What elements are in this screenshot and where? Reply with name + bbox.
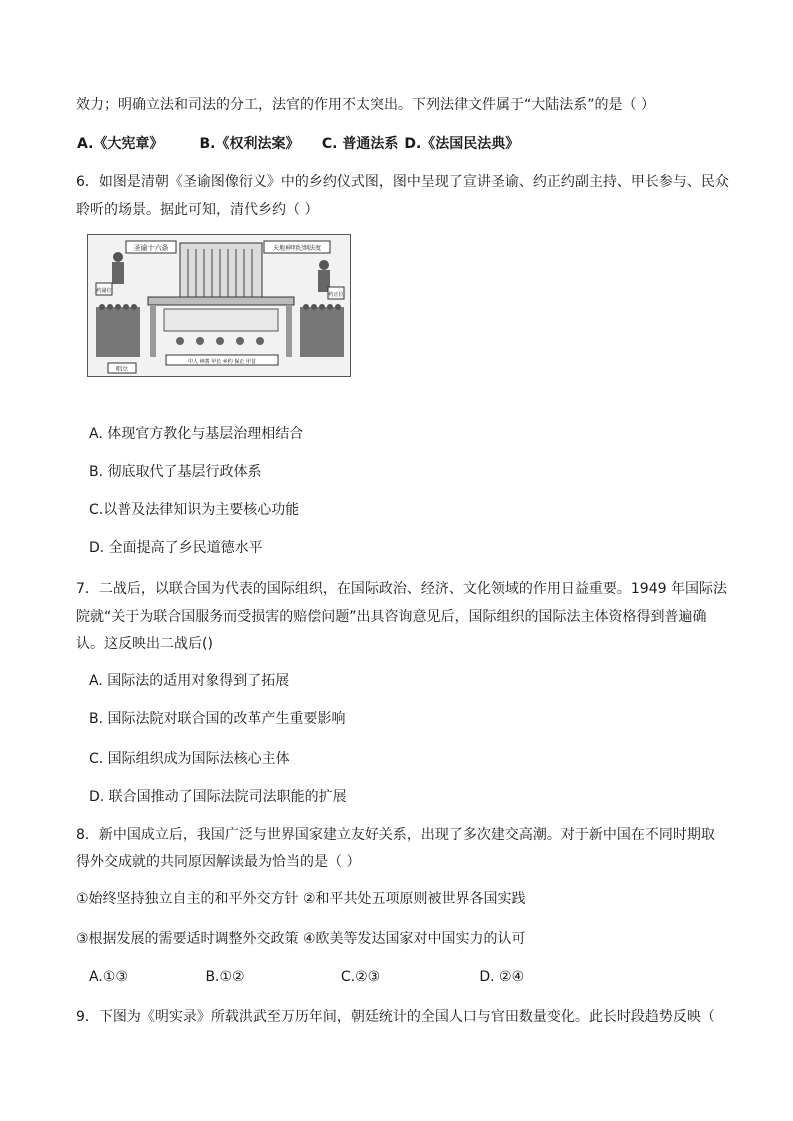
q8-option-b[interactable]: B.①②: [205, 969, 245, 985]
q8-option-a[interactable]: A.①③: [89, 969, 128, 985]
q5-text: 效力；明确立法和司法的分工，法官的作用不太突出。下列法律文件属于“大陆法系”的是（ ）: [76, 97, 655, 113]
q5-option-a[interactable]: A.《大宪章》: [77, 136, 164, 152]
q8-statement-3-4: ③根据发展的需要适时调整外交政策 ④欧美等发达国家对中国实力的认可: [76, 931, 526, 947]
q5-option-c[interactable]: C. 普通法系: [321, 136, 399, 152]
q6-stem-line1: 6．如图是清朝《圣谕图像衍义》中的乡约仪式图，图中呈现了宣讲圣谕、约正约副主持、甲长参与、民众: [76, 174, 729, 190]
q7-option-d[interactable]: D. 联合国推动了国际法院司法职能的扩展: [89, 789, 347, 805]
q8-option-c[interactable]: C.②③: [340, 969, 381, 985]
q6-ceremony-figure: [87, 234, 351, 377]
fig-label-right: 约正位: [328, 292, 344, 298]
q7-option-a[interactable]: A. 国际法的适用对象得到了拓展: [89, 673, 290, 689]
q5-options: [77, 135, 519, 153]
q6-stem-line2: 聆听的场景。据此可知，清代乡约（ ）: [76, 202, 319, 218]
q8-stem-line1: 8．新中国成立后，我国广泛与世界国家建立友好关系，出现了多次建交高潮。对于新中国在不同时期取: [76, 827, 715, 843]
q7-option-b[interactable]: B. 国际法院对联合国的改革产生重要影响: [89, 711, 346, 727]
q6-option-d[interactable]: D. 全面提高了乡民道德水平: [89, 540, 263, 556]
ceremony-illustration: [88, 235, 350, 376]
fig-label-left: 约副位: [96, 288, 112, 294]
q8-options: [89, 968, 524, 986]
q8-option-d[interactable]: D. ②④: [479, 969, 525, 985]
q7-option-c[interactable]: C. 国际组织成为国际法核心主体: [89, 751, 290, 767]
q5-option-d[interactable]: D.《法国民法典》: [404, 136, 520, 152]
q8-stem-line2: 得外交成就的共同原因解读最为恰当的是（ ）: [76, 854, 361, 870]
q7-stem-line2: 院就“关于为联合国服务而受损害的赔偿问题”出具咨询意见后，国际组织的国际法主体资格得到普遍确: [76, 609, 707, 625]
q9-stem-line1: 9．下图为《明实录》所载洪武至万历年间，朝廷统计的全国人口与官田数量变化。此长时段趋势反映（: [76, 1009, 715, 1025]
q6-option-b[interactable]: B. 彻底取代了基层行政体系: [89, 464, 262, 480]
q7-stem-line1: 7．二战后，以联合国为代表的国际组织，在国际政治、经济、文化领域的作用日益重要。1949 年国际法: [76, 581, 727, 597]
q8-statement-1-2: ①始终坚持独立自主的和平外交方针 ②和平共处五项原则被世界各国实践: [76, 891, 526, 907]
fig-stage-note: 中人 绅耆 甲长 乡约 保正 甲首: [188, 359, 256, 365]
fig-bottom-label: 唱立: [115, 366, 129, 373]
q5-option-b[interactable]: B.《权利法案》: [199, 136, 300, 152]
fig-title-right: 天地神明纪纲法度: [272, 245, 322, 252]
q6-option-a[interactable]: A. 体现官方教化与基层治理相结合: [89, 426, 304, 442]
fig-title-left: 圣谕十六条: [133, 244, 169, 252]
q6-option-c[interactable]: C.以普及法律知识为主要核心功能: [89, 502, 300, 518]
q7-stem-line3: 认。这反映出二战后(): [76, 636, 213, 652]
